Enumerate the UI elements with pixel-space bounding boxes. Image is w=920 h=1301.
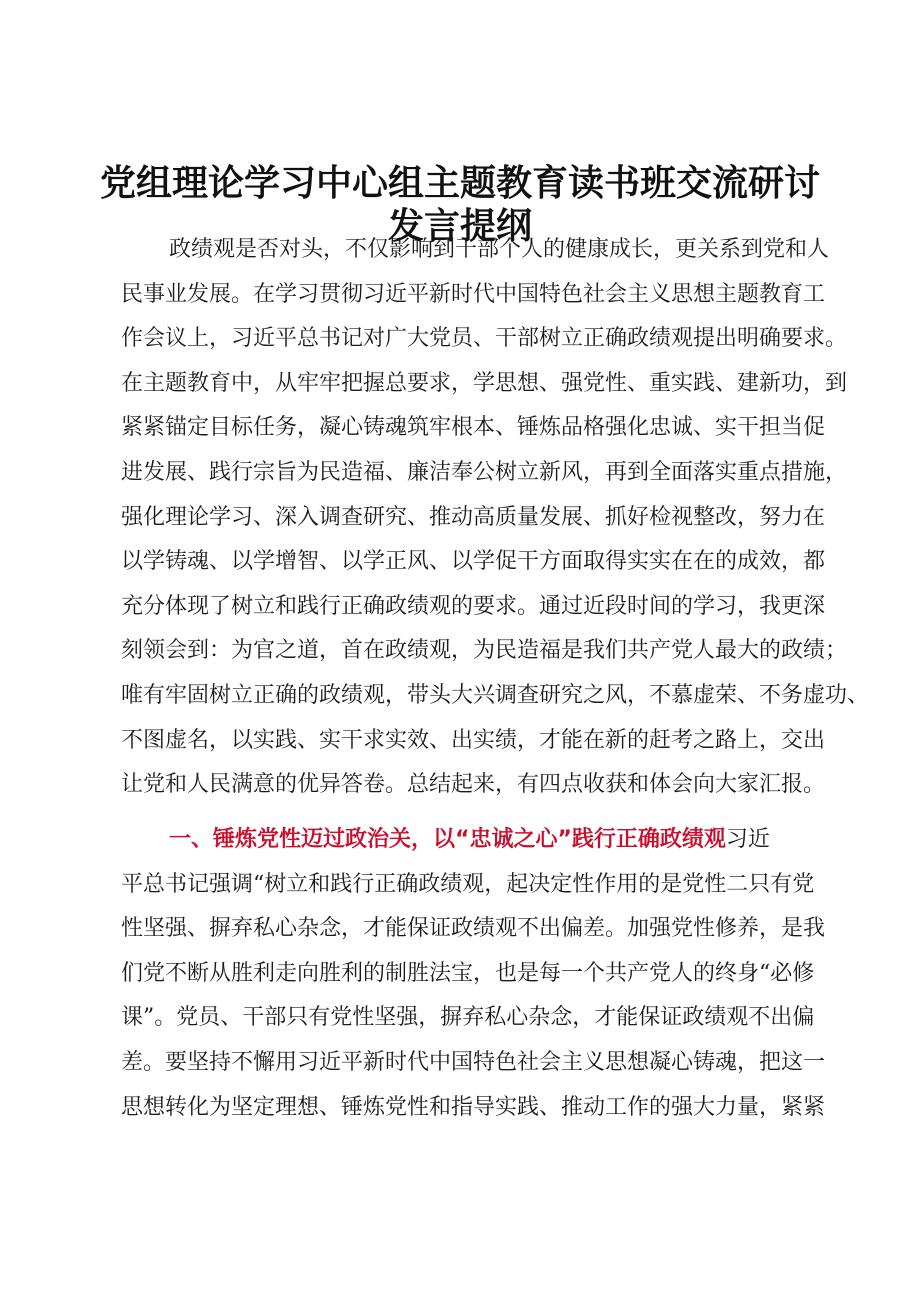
- document-title-line-1: 党组理论学习中心组主题教育读书班交流研讨: [100, 163, 821, 204]
- paragraph-line: 民事业发展。在学习贯彻习近平新时代中国特色社会主义思想主题教育工: [121, 281, 826, 307]
- paragraph-line: 性坚强、摒弃私心杂念，才能保证政绩观不出偏差。加强党性修养，是我: [121, 916, 826, 942]
- paragraph-line: 们党不断从胜利走向胜利的制胜法宝，也是每一个共产党人的终身“必修: [121, 960, 815, 986]
- paragraph-line: 思想转化为坚定理想、锤炼党性和指导实践、推动工作的强大力量，紧紧: [121, 1094, 826, 1120]
- paragraph-intro: [121, 228, 870, 808]
- paragraph-line: 平总书记强调“树立和践行正确政绩观，起决定性作用的是党性二只有党: [121, 871, 815, 897]
- paragraph-line: 差。要坚持不懈用习近平新时代中国特色社会主义思想凝心铸魂，把这一: [121, 1049, 826, 1075]
- paragraph-line: 紧紧锚定目标任务，凝心铸魂筑牢根本、锤炼品格强化忠诚、实干担当促: [121, 415, 826, 441]
- paragraph-line: 不图虚名，以实践、实干求实效、出实绩，才能在新的赶考之路上，交出: [121, 727, 826, 753]
- section-1: [121, 818, 826, 1130]
- section-1-heading-line: [121, 818, 821, 863]
- paragraph-line: 政绩观是否对头，不仅影响到干部个人的健康成长，更关系到党和人: [169, 237, 830, 262]
- paragraph-line: 进发展、践行宗旨为民造福、廉洁奉公树立新风，再到全面落实重点措施，: [121, 459, 848, 485]
- paragraph-line: 强化理论学习、深入调查研究、推动高质量发展、抓好检视整改，努力在: [121, 504, 826, 530]
- paragraph-line: 课”。党员、干部只有党性坚强，摒弃私心杂念，才能保证政绩观不出偏: [121, 1005, 815, 1031]
- paragraph-line: 充分体现了树立和践行正确政绩观的要求。通过近段时间的学习，我更深: [121, 593, 826, 619]
- section-1-heading-tail: 习近: [725, 827, 770, 852]
- paragraph-line: 作会议上，习近平总书记对广大党员、干部树立正确政绩观提出明确要求。: [121, 326, 848, 352]
- document-title-line-2: 发言提纲: [387, 206, 532, 247]
- paragraph-line: 让党和人民满意的优异答卷。总结起来，有四点收获和体会向大家汇报。: [121, 772, 826, 798]
- paragraph-line: 在主题教育中，从牢牢把握总要求，学思想、强党性、重实践、建新功，到: [121, 370, 848, 396]
- paragraph-line: 以学铸魂、以学增智、以学正风、以学促干方面取得实实在在的成效，都: [121, 549, 826, 575]
- paragraph-line: 刻领会到：为官之道，首在政绩观，为民造福是我们共产党人最大的政绩；: [121, 638, 848, 664]
- paragraph-line: 唯有牢固树立正确的政绩观，带头大兴调查研究之风，不慕虚荣、不务虚功、: [121, 682, 870, 708]
- section-1-heading: 一、锤炼党性迈过政治关，以“忠诚之心”践行正确政绩观: [169, 827, 726, 852]
